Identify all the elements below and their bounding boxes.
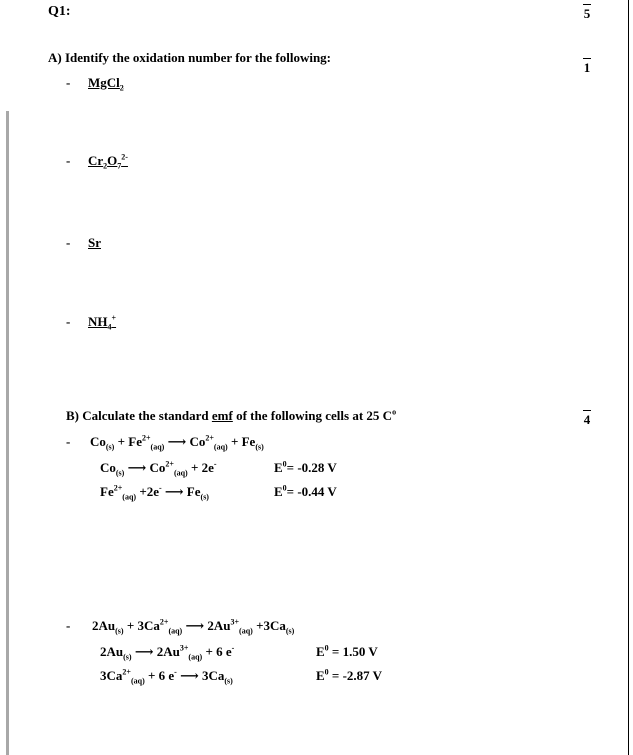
cell1-potential-2: $E^0= -0.44$ V: [274, 483, 337, 499]
cell2-half-reaction-2: $3Ca^{2+}_{(aq)} + 6$ e- ⟶ $3Ca_{(s)}$: [100, 667, 233, 686]
cell1-potential-1: $E^0= -0.28$ V: [274, 459, 337, 475]
formula-cr2o7: $Cr_2O_7^{2-}$: [88, 152, 128, 171]
cell1-half-reaction-1: $Co_{(s)}$ ⟶ $Co^{2+}_{(aq)} + 2e^-$: [100, 459, 217, 478]
formula-mgcl2: MgCl$_2$: [88, 75, 124, 93]
cell2-half-reaction-1: $2Au_{(s)}$ ⟶ $2Au^{3+}_{(aq)} + 6$ e-: [100, 643, 235, 662]
list-dash: -: [66, 75, 71, 90]
question-label: Q1:: [48, 4, 71, 19]
page-right-border: [628, 0, 629, 755]
part-a-marks: 1: [583, 60, 591, 75]
list-dash: -: [66, 618, 71, 633]
list-dash: -: [66, 434, 71, 449]
cell2-potential-2: $E^0 = -2.87$ V: [316, 667, 383, 683]
total-marks: 5: [583, 6, 591, 21]
part-a-heading: A) Identify the oxidation number for the following:: [48, 50, 331, 65]
cell1-overall-equation: $Co_{(s)} + Fe^{2+}_{(aq)}$ ⟶ $Co^{2+}_{(aq)} + Fe_{(s)}$: [90, 433, 264, 452]
formula-sr: Sr: [88, 235, 101, 250]
cell2-potential-1: $E^0 = 1.50$ V: [316, 643, 378, 659]
cell1-half-reaction-2: $Fe^{2+}_{(aq)} +2e^-$ ⟶ $Fe_{(s)}$: [100, 483, 209, 502]
part-b-heading: B) Calculate the standard emf of the following cells at 25 $C^o$: [66, 407, 397, 423]
list-dash: -: [66, 314, 71, 329]
list-dash: -: [66, 235, 71, 250]
left-scroll-bar[interactable]: [6, 111, 9, 755]
cell2-overall-equation: $2Au_{(s)} + 3Ca^{2+}_{(aq)}$ ⟶ $2Au^{3+}_{(aq)} +3Ca_{(s)}$: [92, 617, 295, 636]
formula-nh4: $NH_4^+$: [88, 313, 117, 332]
list-dash: -: [66, 153, 71, 168]
part-b-marks: 4: [583, 412, 591, 427]
